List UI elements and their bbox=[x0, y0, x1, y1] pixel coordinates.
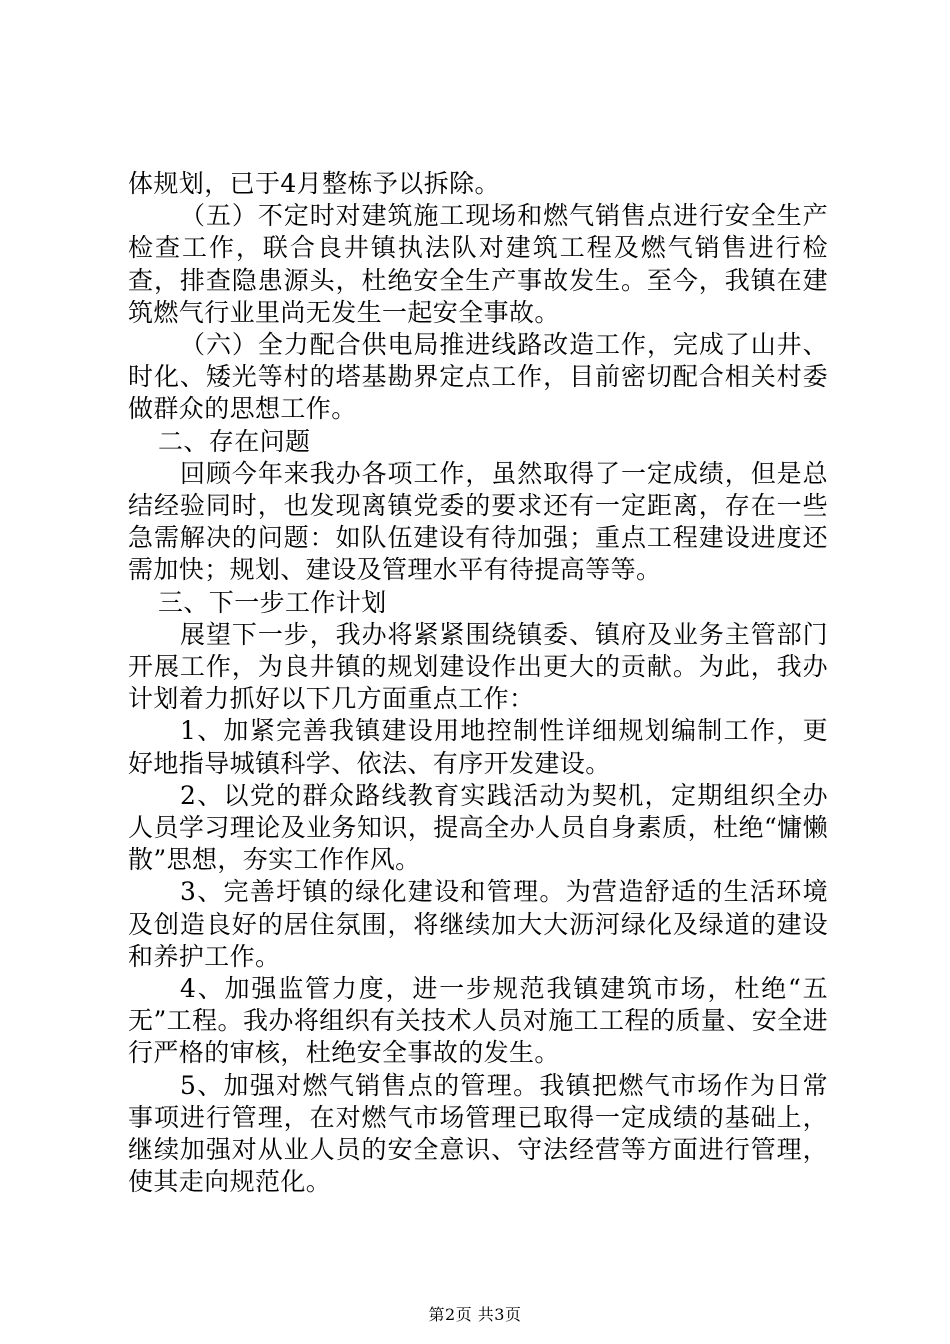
page-number-footer: 第2页 共3页 bbox=[428, 1305, 522, 1324]
paragraph-item-five: （五）不定时对建筑施工现场和燃气销售点进行安全生产检查工作，联合良井镇执法队对建筑工程及燃气销售进行检查，排查隐患源头，杜绝安全生产事故发生。至今，我镇在建筑燃气行业里尚无发生一起安全事故。 bbox=[128, 201, 828, 327]
paragraph-problems: 回顾今年来我办各项工作，虽然取得了一定成绩，但是总结经验同时，也发现离镇党委的要求还有一定距离，存在一些急需解决的问题：如队伍建设有待加强；重点工程建设进度还需加快；规划、建设及管理水平有待提高等等。 bbox=[128, 458, 828, 585]
plan-item-5: 5、加强对燃气销售点的管理。我镇把燃气市场作为日常事项进行管理，在对燃气市场管理已取得一定成绩的基础上，继续加强对从业人员的安全意识、守法经营等方面进行管理，使其走向规范化。 bbox=[128, 1070, 828, 1197]
plan-item-3: 3、完善圩镇的绿化建设和管理。为营造舒适的生活环境及创造良好的居住氛围，将继续加大大沥河绿化及绿道的建设和养护工作。 bbox=[128, 877, 828, 971]
paragraph-plan-intro: 展望下一步，我办将紧紧围绕镇委、镇府及业务主管部门开展工作，为良井镇的规划建设作出更大的贡献。为此，我办计划着力抓好以下几方面重点工作： bbox=[128, 619, 828, 714]
section-heading-next-plan: 三、下一步工作计划 bbox=[158, 587, 387, 617]
plan-item-1: 1、加紧完善我镇建设用地控制性详细规划编制工作，更好地指导城镇科学、依法、有序开发建设。 bbox=[128, 716, 828, 778]
section-heading-problems: 二、存在问题 bbox=[158, 426, 311, 456]
plan-item-2: 2、以党的群众路线教育实践活动为契机，定期组织全办人员学习理论及业务知识，提高全办人员自身素质，杜绝“慵懒散”思想，夯实工作作风。 bbox=[128, 780, 828, 875]
plan-item-4: 4、加强监管力度，进一步规范我镇建筑市场，杜绝“五无”工程。我办将组织有关技术人员对施工工程的质量、安全进行严格的审核，杜绝安全事故的发生。 bbox=[128, 974, 828, 1068]
document-body bbox=[128, 168, 828, 1199]
paragraph-item-six: （六）全力配合供电局推进线路改造工作，完成了山井、时化、矮光等村的塔基勘界定点工作，目前密切配合相关村委做群众的思想工作。 bbox=[128, 330, 828, 424]
paragraph-continuation: 体规划，已于4月整栋予以拆除。 bbox=[128, 169, 500, 198]
